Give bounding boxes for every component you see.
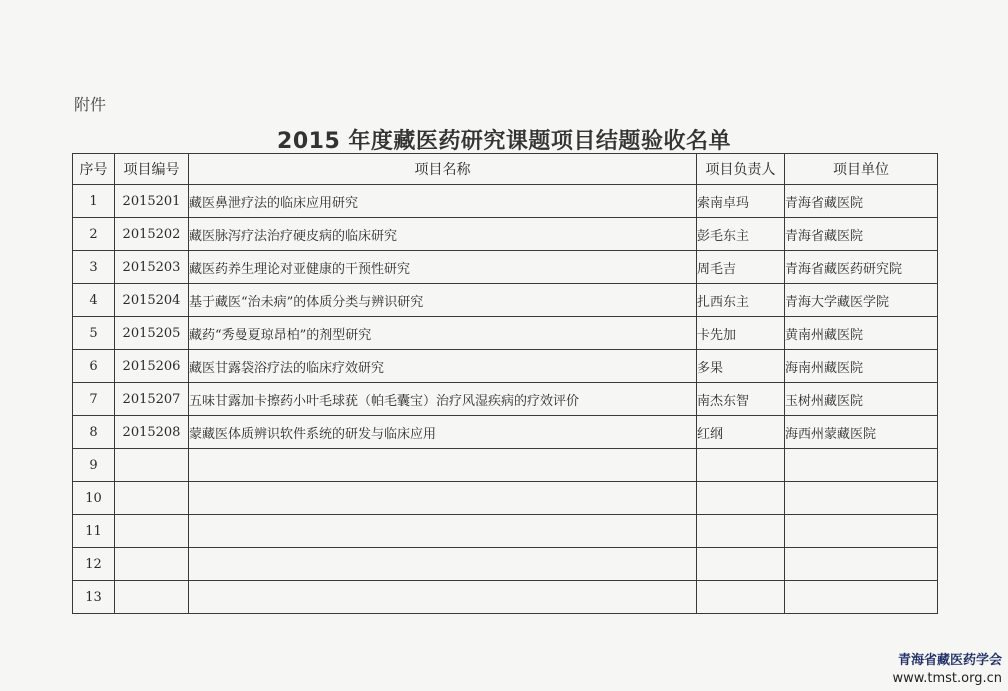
project-unit-cell: 青海省藏医药研究院 bbox=[785, 251, 938, 284]
project-name-cell: 五味甘露加卡擦药小叶毛球莸（帕毛囊宝）治疗风湿疾病的疗效评价 bbox=[189, 383, 697, 416]
project-code-cell: 2015205 bbox=[115, 317, 189, 350]
project-leader-cell bbox=[697, 482, 785, 515]
project-code-cell bbox=[115, 548, 189, 581]
table-row bbox=[73, 482, 938, 515]
watermark-org-name: 青海省藏医药学会 bbox=[897, 653, 1002, 668]
project-unit-cell: 玉树州藏医院 bbox=[785, 383, 938, 416]
header-project-name: 项目名称 bbox=[189, 154, 697, 185]
project-list-table bbox=[72, 153, 938, 614]
table-row bbox=[73, 416, 938, 449]
project-leader-cell: 彭毛东主 bbox=[697, 218, 785, 251]
table-row bbox=[73, 515, 938, 548]
project-code-cell: 2015201 bbox=[115, 185, 189, 218]
project-leader-cell bbox=[697, 449, 785, 482]
project-name-cell bbox=[189, 449, 697, 482]
serial-cell: 5 bbox=[73, 317, 115, 350]
project-unit-cell: 青海省藏医院 bbox=[785, 185, 938, 218]
table-header-row bbox=[73, 154, 938, 185]
project-name-cell: 藏医脉泻疗法治疗硬皮病的临床研究 bbox=[189, 218, 697, 251]
watermark-url: www.tmst.org.cn bbox=[892, 671, 1002, 686]
project-unit-cell: 青海省藏医院 bbox=[785, 218, 938, 251]
project-name-cell: 蒙藏医体质辨识软件系统的研发与临床应用 bbox=[189, 416, 697, 449]
header-project-code: 项目编号 bbox=[115, 154, 189, 185]
project-name-cell: 藏医甘露袋浴疗法的临床疗效研究 bbox=[189, 350, 697, 383]
table-row bbox=[73, 383, 938, 416]
project-code-cell: 2015206 bbox=[115, 350, 189, 383]
serial-cell: 3 bbox=[73, 251, 115, 284]
project-name-cell bbox=[189, 548, 697, 581]
project-name-cell: 藏医鼻泄疗法的临床应用研究 bbox=[189, 185, 697, 218]
project-unit-cell bbox=[785, 515, 938, 548]
project-leader-cell bbox=[697, 548, 785, 581]
project-code-cell: 2015208 bbox=[115, 416, 189, 449]
project-unit-cell: 海南州藏医院 bbox=[785, 350, 938, 383]
project-leader-cell: 红纲 bbox=[697, 416, 785, 449]
table-row bbox=[73, 449, 938, 482]
serial-cell: 4 bbox=[73, 284, 115, 317]
project-code-cell bbox=[115, 482, 189, 515]
serial-cell: 2 bbox=[73, 218, 115, 251]
project-code-cell: 2015207 bbox=[115, 383, 189, 416]
project-unit-cell bbox=[785, 581, 938, 614]
project-leader-cell: 南杰东智 bbox=[697, 383, 785, 416]
project-leader-cell: 卡先加 bbox=[697, 317, 785, 350]
project-code-cell bbox=[115, 581, 189, 614]
serial-cell: 8 bbox=[73, 416, 115, 449]
project-code-cell bbox=[115, 449, 189, 482]
table-row bbox=[73, 284, 938, 317]
project-unit-cell: 青海大学藏医学院 bbox=[785, 284, 938, 317]
project-name-cell bbox=[189, 515, 697, 548]
project-unit-cell: 黄南州藏医院 bbox=[785, 317, 938, 350]
watermark-logo bbox=[893, 652, 1002, 688]
header-project-leader: 项目负责人 bbox=[697, 154, 785, 185]
project-unit-cell bbox=[785, 449, 938, 482]
project-name-cell bbox=[189, 482, 697, 515]
project-code-cell: 2015204 bbox=[115, 284, 189, 317]
serial-cell: 13 bbox=[73, 581, 115, 614]
project-leader-cell bbox=[697, 515, 785, 548]
serial-cell: 12 bbox=[73, 548, 115, 581]
project-name-cell bbox=[189, 581, 697, 614]
project-name-cell: 基于藏医“治未病”的体质分类与辨识研究 bbox=[189, 284, 697, 317]
serial-cell: 7 bbox=[73, 383, 115, 416]
attachment-label: 附件 bbox=[74, 95, 107, 114]
serial-cell: 10 bbox=[73, 482, 115, 515]
project-name-cell: 藏医药养生理论对亚健康的干预性研究 bbox=[189, 251, 697, 284]
serial-cell: 1 bbox=[73, 185, 115, 218]
project-leader-cell: 多果 bbox=[697, 350, 785, 383]
header-project-unit: 项目单位 bbox=[785, 154, 938, 185]
project-leader-cell bbox=[697, 581, 785, 614]
serial-cell: 11 bbox=[73, 515, 115, 548]
project-leader-cell: 扎西东主 bbox=[697, 284, 785, 317]
document-title: 2015 年度藏医药研究课题项目结题验收名单 bbox=[277, 129, 731, 154]
project-name-cell: 藏药“秀曼夏琼昂柏”的剂型研究 bbox=[189, 317, 697, 350]
table-row bbox=[73, 581, 938, 614]
project-leader-cell: 周毛吉 bbox=[697, 251, 785, 284]
table-row bbox=[73, 251, 938, 284]
header-serial: 序号 bbox=[73, 154, 115, 185]
project-unit-cell: 海西州蒙藏医院 bbox=[785, 416, 938, 449]
serial-cell: 6 bbox=[73, 350, 115, 383]
project-unit-cell bbox=[785, 482, 938, 515]
table-row bbox=[73, 548, 938, 581]
table-row bbox=[73, 350, 938, 383]
project-code-cell bbox=[115, 515, 189, 548]
table-row bbox=[73, 185, 938, 218]
project-unit-cell bbox=[785, 548, 938, 581]
table-row bbox=[73, 218, 938, 251]
project-leader-cell: 索南卓玛 bbox=[697, 185, 785, 218]
serial-cell: 9 bbox=[73, 449, 115, 482]
project-code-cell: 2015202 bbox=[115, 218, 189, 251]
table-row bbox=[73, 317, 938, 350]
project-code-cell: 2015203 bbox=[115, 251, 189, 284]
